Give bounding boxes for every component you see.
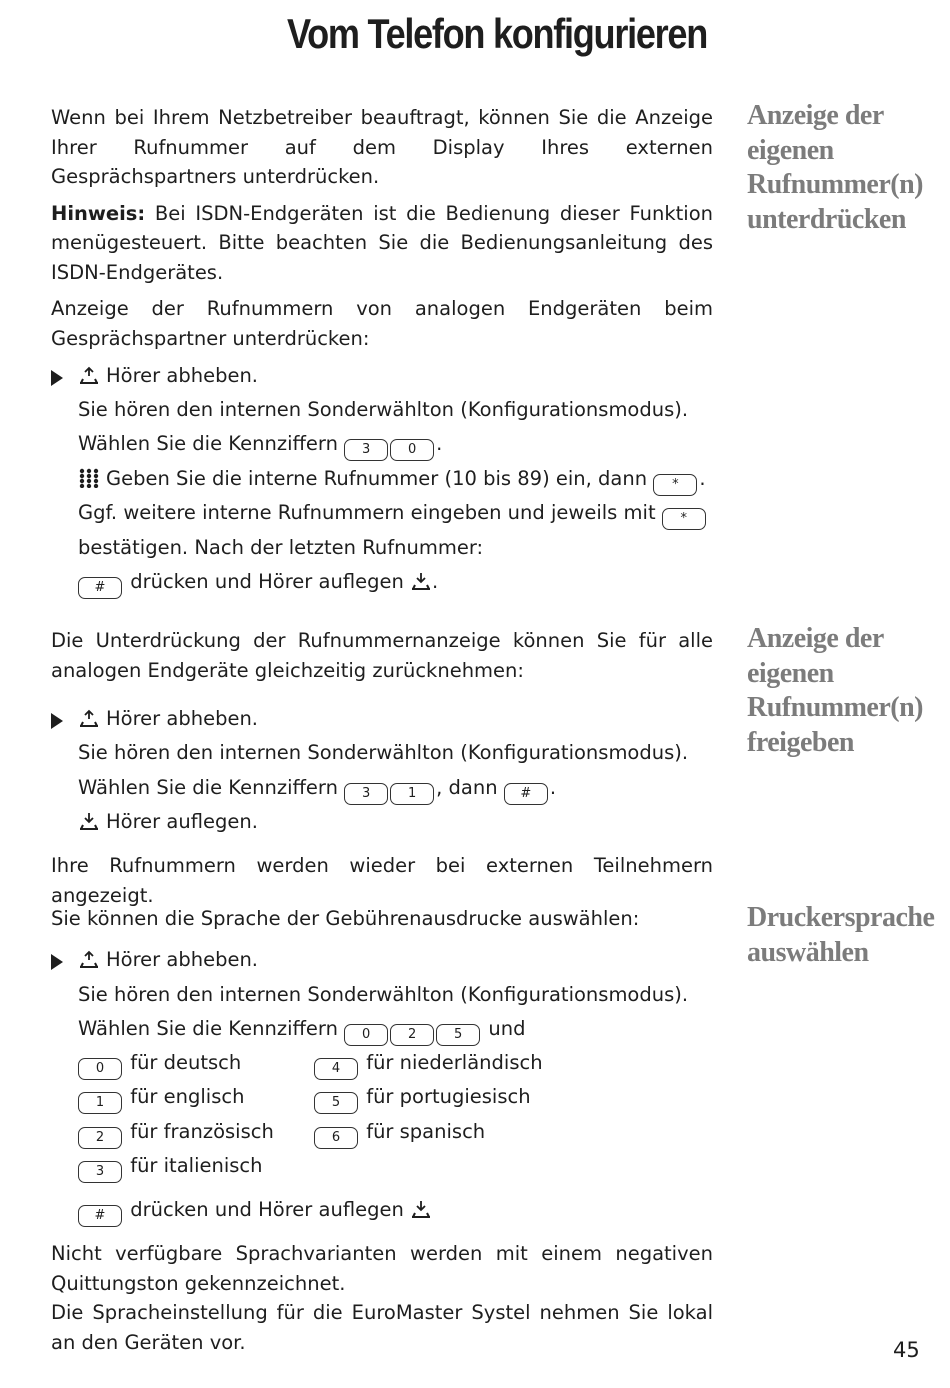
step-arrow-icon xyxy=(51,370,63,386)
step-enter-number xyxy=(78,464,706,496)
step-hangup xyxy=(78,1195,432,1227)
section3-notes xyxy=(51,1239,713,1357)
handset-hangup-icon xyxy=(410,571,432,591)
sidebar-heading-line: Rufnummer(n) xyxy=(747,169,923,200)
key-hash: # xyxy=(78,1205,122,1227)
language-label: für niederländisch xyxy=(366,1051,543,1074)
step-more-text: Ggf. weitere interne Rufnummern eingeben und jeweils mit xyxy=(78,501,656,524)
language-option xyxy=(314,1082,531,1114)
step-tone-text: Sie hören den internen Sonderwählton (Konfigurationsmodus). xyxy=(78,398,689,421)
step-tone-text: Sie hören den internen Sonderwählton (Konfigurationsmodus). xyxy=(78,741,689,764)
step-dial xyxy=(78,773,556,805)
note-paragraph: Nicht verfügbare Sprachvarianten werden mit einem negativen Quittungston gekennzeichnet. xyxy=(51,1242,713,1295)
step-dial xyxy=(78,1014,525,1046)
step-hangup xyxy=(78,567,438,599)
key-star: * xyxy=(662,508,706,530)
step-more xyxy=(78,498,708,530)
period: . xyxy=(432,570,439,593)
sidebar-heading-line: auswählen xyxy=(747,936,869,968)
handset-lift-icon xyxy=(78,365,100,385)
language-label: für deutsch xyxy=(130,1051,242,1074)
intro-paragraph: Wenn bei Ihrem Netzbetreiber beauftragt, können Sie die Anzeige Ihrer Rufnummer auf dem Display Ihres externen Gesprächspartners unterdrücken. xyxy=(51,106,713,188)
und-text: und xyxy=(488,1017,526,1040)
sidebar-heading-line: Anzeige der xyxy=(747,100,884,131)
sidebar-heading-line: Druckersprache xyxy=(747,902,935,933)
step-hangup xyxy=(78,807,258,837)
handset-hangup-icon xyxy=(410,1199,432,1219)
step-lift-receiver xyxy=(78,945,258,975)
key-star: * xyxy=(653,474,697,496)
period: . xyxy=(436,432,443,455)
sidebar-heading-line: unterdrücken xyxy=(747,203,906,235)
key-0: 0 xyxy=(390,439,434,461)
language-key: 5 xyxy=(314,1092,358,1114)
step-lift-text: Hörer abheben. xyxy=(106,364,259,387)
period: . xyxy=(699,467,706,490)
language-key: 1 xyxy=(78,1092,122,1114)
language-label: für italienisch xyxy=(130,1154,263,1177)
language-key: 6 xyxy=(314,1127,358,1149)
sidebar-heading-line: Anzeige der xyxy=(747,623,884,654)
outro-paragraph: Ihre Rufnummern werden wieder bei externen Teilnehmern angezeigt. xyxy=(51,854,713,907)
language-option xyxy=(314,1048,543,1080)
key-2: 2 xyxy=(390,1024,434,1046)
section3-intro xyxy=(51,904,713,934)
language-key: 4 xyxy=(314,1058,358,1080)
key-3: 3 xyxy=(344,439,388,461)
note-paragraph: Die Spracheinstellung für die EuroMaster Systel nehmen Sie lokal an den Geräten vor. xyxy=(51,1301,713,1354)
language-option xyxy=(78,1117,274,1149)
key-1: 1 xyxy=(390,783,434,805)
section1-text xyxy=(51,103,713,353)
sidebar-heading-line: Rufnummer(n) xyxy=(747,692,923,723)
key-5: 5 xyxy=(436,1024,480,1046)
step-dial xyxy=(78,429,442,461)
step-dial-text: Wählen Sie die Kennziffern xyxy=(78,776,338,799)
step-enter-text: Geben Sie die interne Rufnummer (10 bis 89) ein, dann xyxy=(106,467,648,490)
sidebar-heading-line: eigenen xyxy=(747,657,834,689)
step-hangup-text: drücken und Hörer auflegen xyxy=(130,570,404,593)
handset-lift-icon xyxy=(78,949,100,969)
step-lift-text: Hörer abheben. xyxy=(106,948,259,971)
handset-lift-icon xyxy=(78,708,100,728)
sidebar-heading-enable xyxy=(747,622,947,760)
step-lift-receiver xyxy=(78,361,258,391)
language-option xyxy=(78,1048,241,1080)
key-hash: # xyxy=(504,783,548,805)
language-label: für englisch xyxy=(130,1085,245,1108)
language-label: für spanisch xyxy=(366,1120,486,1143)
key-0: 0 xyxy=(344,1024,388,1046)
step-lift-receiver xyxy=(78,704,258,734)
language-key: 3 xyxy=(78,1161,122,1183)
sidebar-heading-printer-language xyxy=(747,901,947,970)
keypad-icon xyxy=(78,468,100,488)
comma-dann: , dann xyxy=(436,776,498,799)
sidebar-heading-line: eigenen xyxy=(747,134,834,166)
key-3: 3 xyxy=(344,783,388,805)
language-option xyxy=(78,1082,244,1114)
step-dial-text: Wählen Sie die Kennziffern xyxy=(78,1017,338,1040)
intro-paragraph: Sie können die Sprache der Gebührenausdrucke auswählen: xyxy=(51,907,640,930)
section2-outro xyxy=(51,851,713,910)
key-hash: # xyxy=(78,577,122,599)
language-option xyxy=(78,1151,263,1183)
language-label: für portugiesisch xyxy=(366,1085,531,1108)
step-arrow-icon xyxy=(51,954,63,970)
sidebar-heading-line: freigeben xyxy=(747,726,854,758)
language-key: 2 xyxy=(78,1127,122,1149)
handset-hangup-icon xyxy=(78,811,100,831)
step-lift-text: Hörer abheben. xyxy=(106,707,259,730)
intro-paragraph: Die Unterdrückung der Rufnummernanzeige können Sie für alle analogen Endgeräte gleichzeitig zurücknehmen: xyxy=(51,629,713,682)
hinweis-paragraph xyxy=(51,199,713,288)
language-label: für französisch xyxy=(130,1120,274,1143)
page-number: 45 xyxy=(893,1338,920,1362)
step-dial-text: Wählen Sie die Kennziffern xyxy=(78,432,338,455)
step-confirm-text: bestätigen. Nach der letzten Rufnummer: xyxy=(78,536,484,559)
section2-intro xyxy=(51,626,713,685)
period: . xyxy=(549,776,557,799)
language-option xyxy=(314,1117,485,1149)
hinweis-label: Hinweis: xyxy=(51,201,146,225)
hinweis-text: Bei ISDN-Endgeräten ist die Bedienung dieser Funktion menügesteuert. Bitte beachten Sie die Bedienungsanleitung des ISDN-Endgerätes. xyxy=(51,201,713,284)
analog-paragraph: Anzeige der Rufnummern von analogen Endgeräten beim Gesprächspartner unterdrücken: xyxy=(51,297,713,350)
step-hangup-text: drücken und Hörer auflegen xyxy=(130,1198,404,1221)
page-title: Vom Telefon konfigurieren xyxy=(287,10,707,57)
step-arrow-icon xyxy=(51,713,63,729)
step-hangup-text: Hörer auflegen. xyxy=(106,810,258,833)
step-tone-text: Sie hören den internen Sonderwählton (Konfigurationsmodus). xyxy=(78,983,689,1006)
language-key: 0 xyxy=(78,1058,122,1080)
sidebar-heading-suppress xyxy=(747,99,947,237)
